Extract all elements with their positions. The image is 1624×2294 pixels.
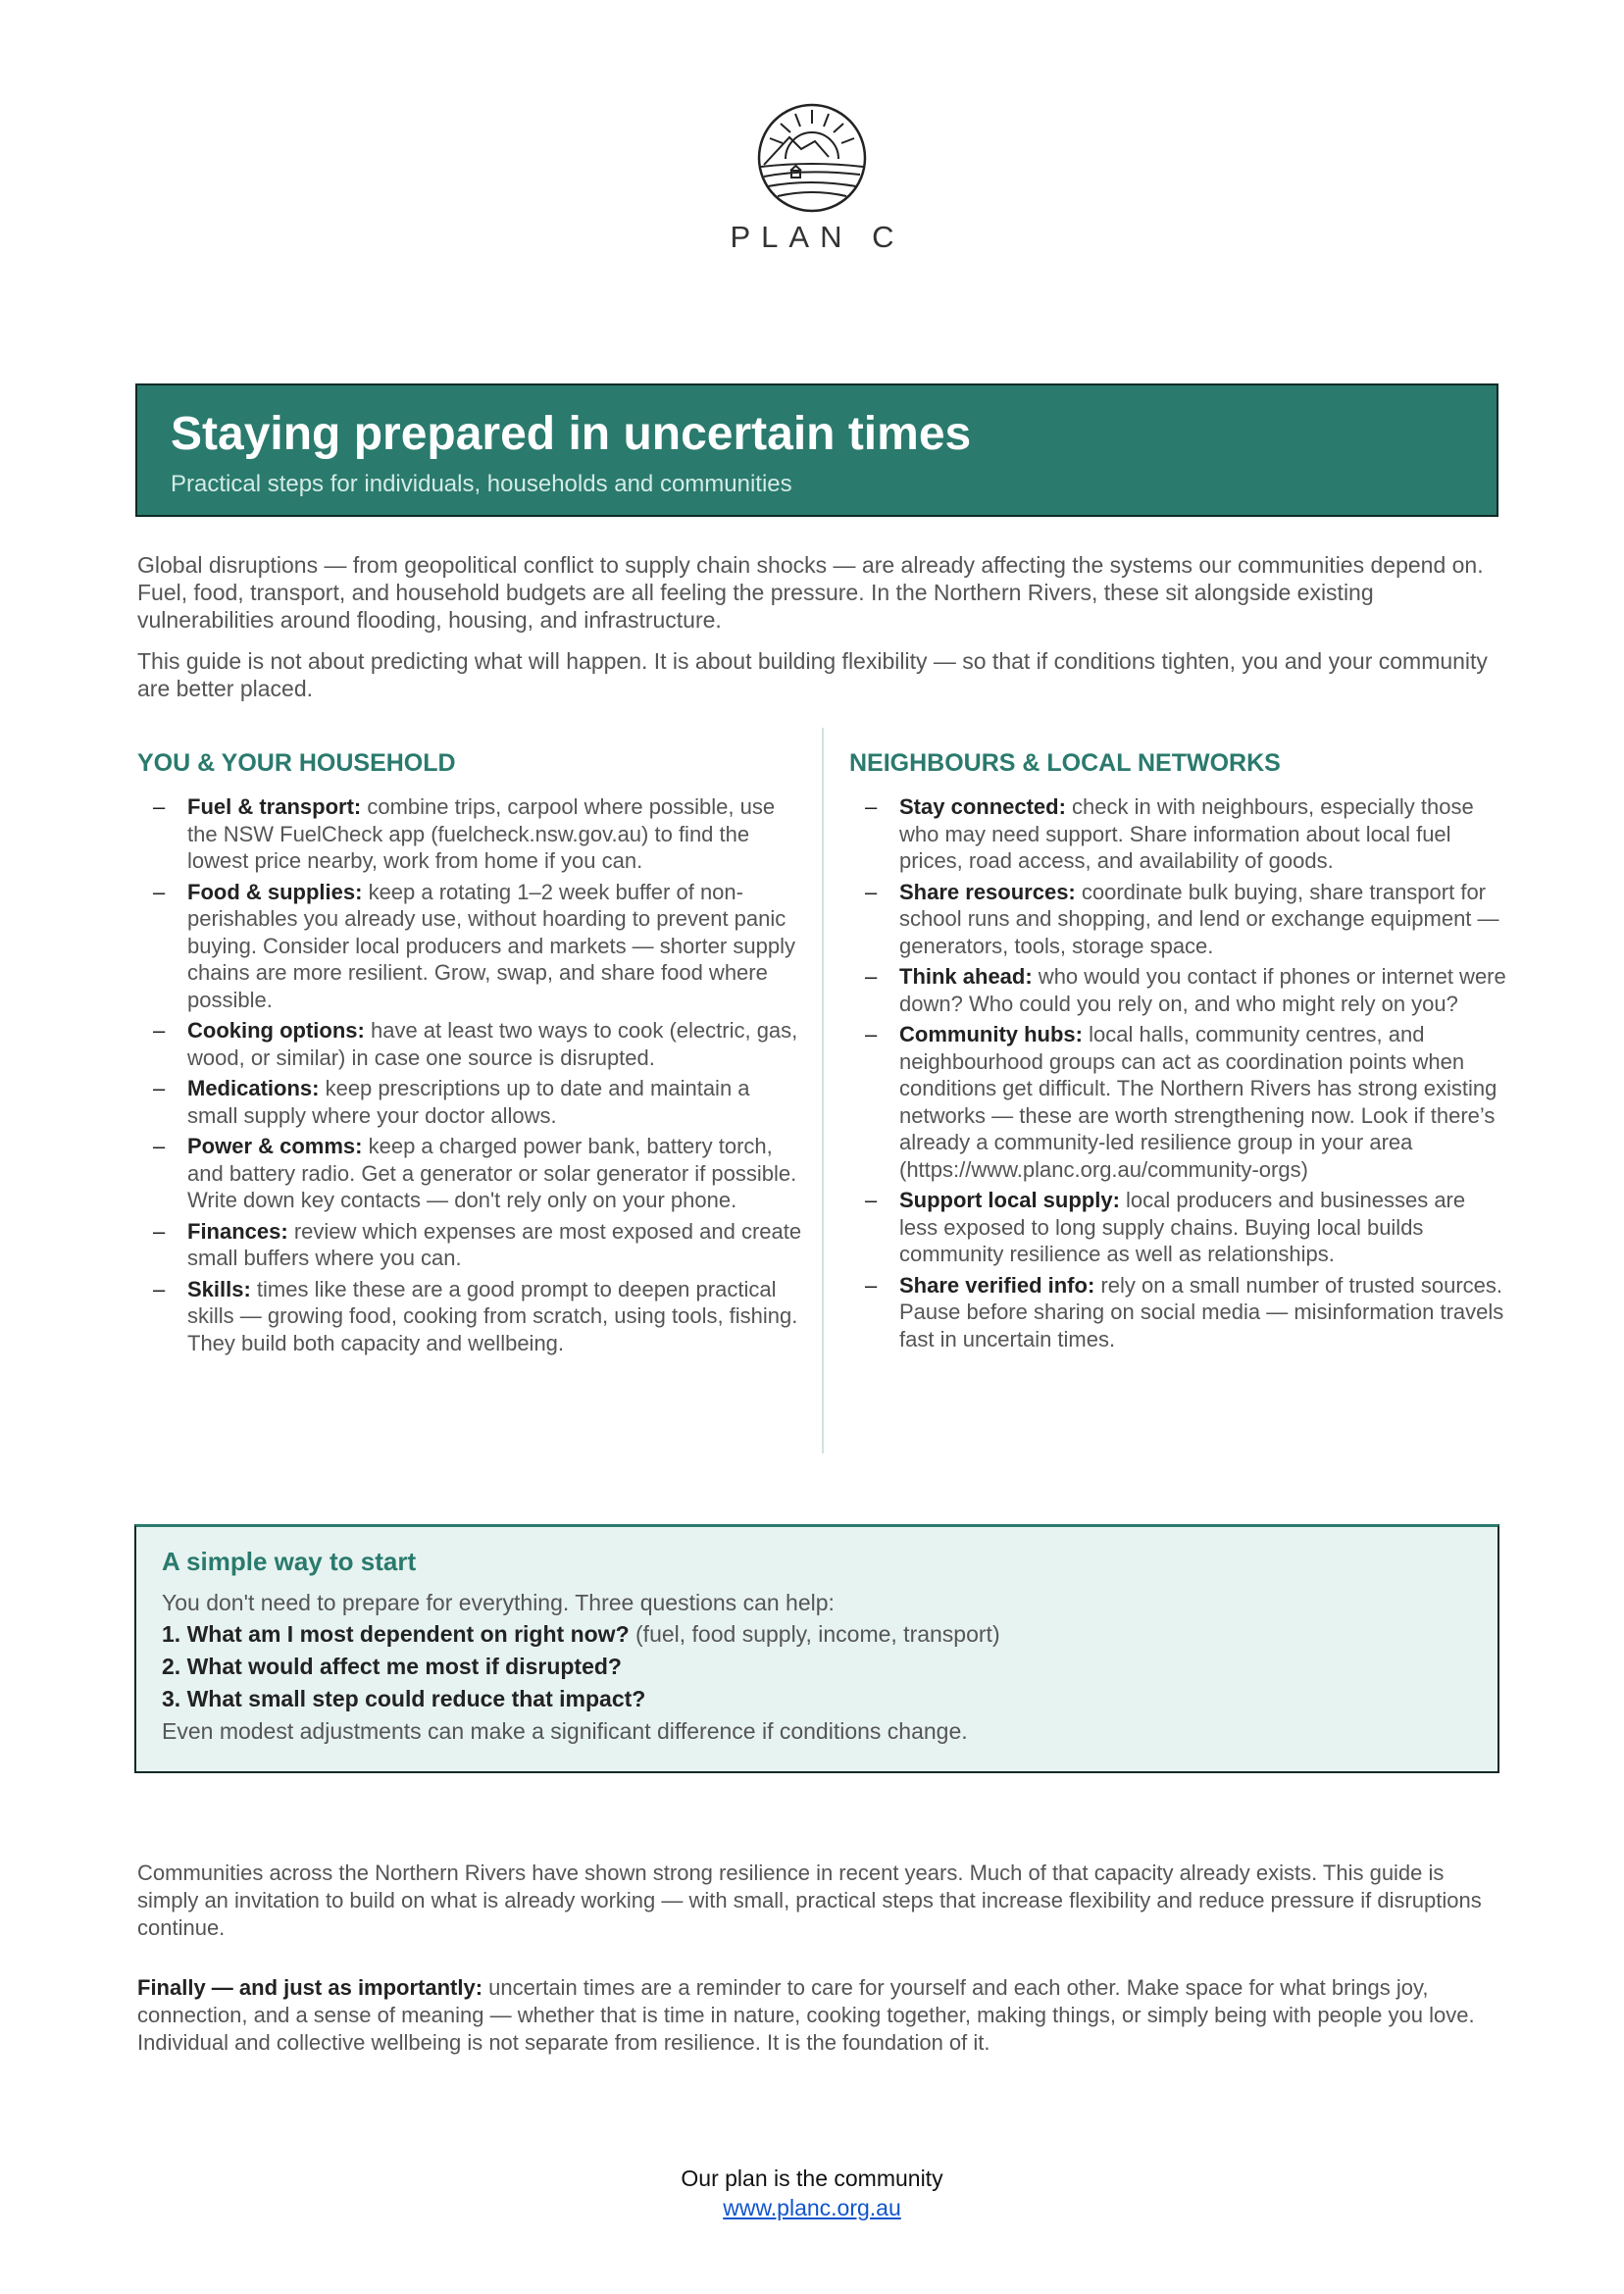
- dash-bullet-icon: –: [153, 1276, 166, 1301]
- list-item: – Think ahead: who would you contact if phones or internet were down? Who could you rely on, and who might rely on you?: [865, 964, 1506, 1016]
- list-item: – Cooking options: have at least two ways to cook (electric, gas, wood, or similar) in case one source is disrupted.: [153, 1018, 798, 1070]
- list-item: – Food & supplies: keep a rotating 1–2 week buffer of non-perishables you already use, without hoarding to prevent panic buying. Consider local producers and markets — shorter supply chains are more resilient. Grow, swap, and share food where possible.: [153, 879, 795, 1012]
- list-item: – Medications: keep prescriptions up to date and maintain a small supply where your doctor allows.: [153, 1076, 750, 1128]
- question-item: 2. What would affect me most if disrupted?: [162, 1654, 622, 1679]
- footer: [0, 2164, 1624, 2222]
- start-title: A simple way to start: [162, 1547, 417, 1576]
- neighbours-heading: NEIGHBOURS & LOCAL NETWORKS: [849, 749, 1281, 777]
- question-item: 3. What small step could reduce that impact?: [162, 1686, 646, 1711]
- dash-bullet-icon: –: [865, 794, 878, 819]
- question-item: 1. What am I most dependent on right now? (fuel, food supply, income, transport): [162, 1621, 1000, 1647]
- list-item: – Finances: review which expenses are most exposed and create small buffers where you can.: [153, 1218, 802, 1270]
- dash-bullet-icon: –: [865, 1188, 878, 1212]
- title-banner: [135, 383, 1498, 517]
- logo-wordmark: PLAN C: [730, 220, 905, 254]
- website-link[interactable]: www.planc.org.au: [723, 2195, 901, 2220]
- list-item: – Share verified info: rely on a small number of trusted sources. Pause before sharing on social media — misinformation travels fast in uncertain times.: [865, 1272, 1504, 1351]
- list-item: – Stay connected: check in with neighbours, especially those who may need support. Share information about local fuel prices, road access, and availability of goods.: [865, 794, 1474, 873]
- intro-paragraph-2: This guide is not about predicting what will happen. It is about building flexibility — so that if conditions tighten, you and your community are better placed.: [137, 648, 1488, 701]
- page-title: Staying prepared in uncertain times: [171, 408, 972, 460]
- simple-start-box: [134, 1524, 1499, 1773]
- list-item: – Community hubs: local halls, community centres, and neighbourhood groups can act as coordination points when conditions get difficult. The Northern Rivers has strong existing networks — these are worth strengthening now. Look if there’s already a community-led resilience group in your area (https://www.planc.org.au/community-orgs): [865, 1022, 1497, 1182]
- dash-bullet-icon: –: [153, 1076, 166, 1100]
- logo: [0, 102, 1624, 255]
- dash-bullet-icon: –: [865, 964, 878, 989]
- list-item: – Power & comms: keep a charged power bank, battery torch, and battery radio. Get a generator or solar generator if possible. Write down key contacts — don't rely only on your phone.: [153, 1134, 797, 1212]
- page-subtitle: Practical steps for individuals, households and communities: [171, 470, 792, 497]
- dash-bullet-icon: –: [865, 1022, 878, 1046]
- dash-bullet-icon: –: [865, 1272, 878, 1298]
- household-column: [137, 749, 804, 1360]
- dash-bullet-icon: –: [153, 794, 166, 819]
- list-item: – Skills: times like these are a good prompt to deepen practical skills — growing food, cooking from scratch, using tools, fishing. They build both capacity and wellbeing.: [153, 1276, 798, 1355]
- sun-landscape-icon: [756, 102, 868, 214]
- questions-list: [162, 1618, 1472, 1715]
- household-heading: YOU & YOUR HOUSEHOLD: [137, 749, 456, 777]
- dash-bullet-icon: –: [865, 879, 878, 904]
- dash-bullet-icon: –: [153, 1134, 166, 1158]
- intro-paragraph-1: Global disruptions — from geopolitical conflict to supply chain shocks — are already affecting the systems our communities depend on. Fuel, food, transport, and household budgets are all feeling the pressure. In the Northern Rivers, these sit alongside existing vulnerabilities around flooding, housing, and infrastructure.: [137, 552, 1484, 633]
- outro-paragraph-2: Finally — and just as importantly: uncertain times are a reminder to care for yourself and each other. Make space for what brings joy, connection, and a sense of meaning — whether that is time in nature, cooking together, making things, or simply being with people you love. Individual and collective wellbeing is not separate from resilience. It is the foundation of it.: [137, 1975, 1475, 2055]
- outro-emphasis: Finally — and just as importantly:: [137, 1975, 483, 2000]
- outro-paragraph-1: Communities across the Northern Rivers have shown strong resilience in recent years. Much of that capacity already exists. This guide is simply an invitation to build on what is already working — with small, practical steps that increase flexibility and reduce pressure if disruptions continue.: [137, 1861, 1482, 1940]
- column-divider: [822, 728, 824, 1453]
- list-item: – Support local supply: local producers and businesses are less exposed to long supply chains. Buying local builds community resilience as well as relationships.: [865, 1188, 1466, 1266]
- household-list: [137, 793, 804, 1356]
- list-item: – Share resources: coordinate bulk buying, share transport for school runs and shopping, and lend or exchange equipment — generators, tools, storage space.: [865, 879, 1499, 958]
- dash-bullet-icon: –: [153, 1218, 166, 1244]
- footer-tagline: Our plan is the community: [681, 2166, 943, 2191]
- start-closing: Even modest adjustments can make a significant difference if conditions change.: [162, 1718, 968, 1744]
- dash-bullet-icon: –: [153, 1018, 166, 1043]
- dash-bullet-icon: –: [153, 879, 166, 904]
- neighbours-column: [849, 749, 1506, 1356]
- neighbours-list: [849, 793, 1506, 1352]
- list-item: – Fuel & transport: combine trips, carpool where possible, use the NSW FuelCheck app (fuelcheck.nsw.gov.au) to find the lowest price nearby, work from home if you can.: [153, 794, 776, 873]
- start-lead: You don't need to prepare for everything. Three questions can help:: [162, 1590, 835, 1615]
